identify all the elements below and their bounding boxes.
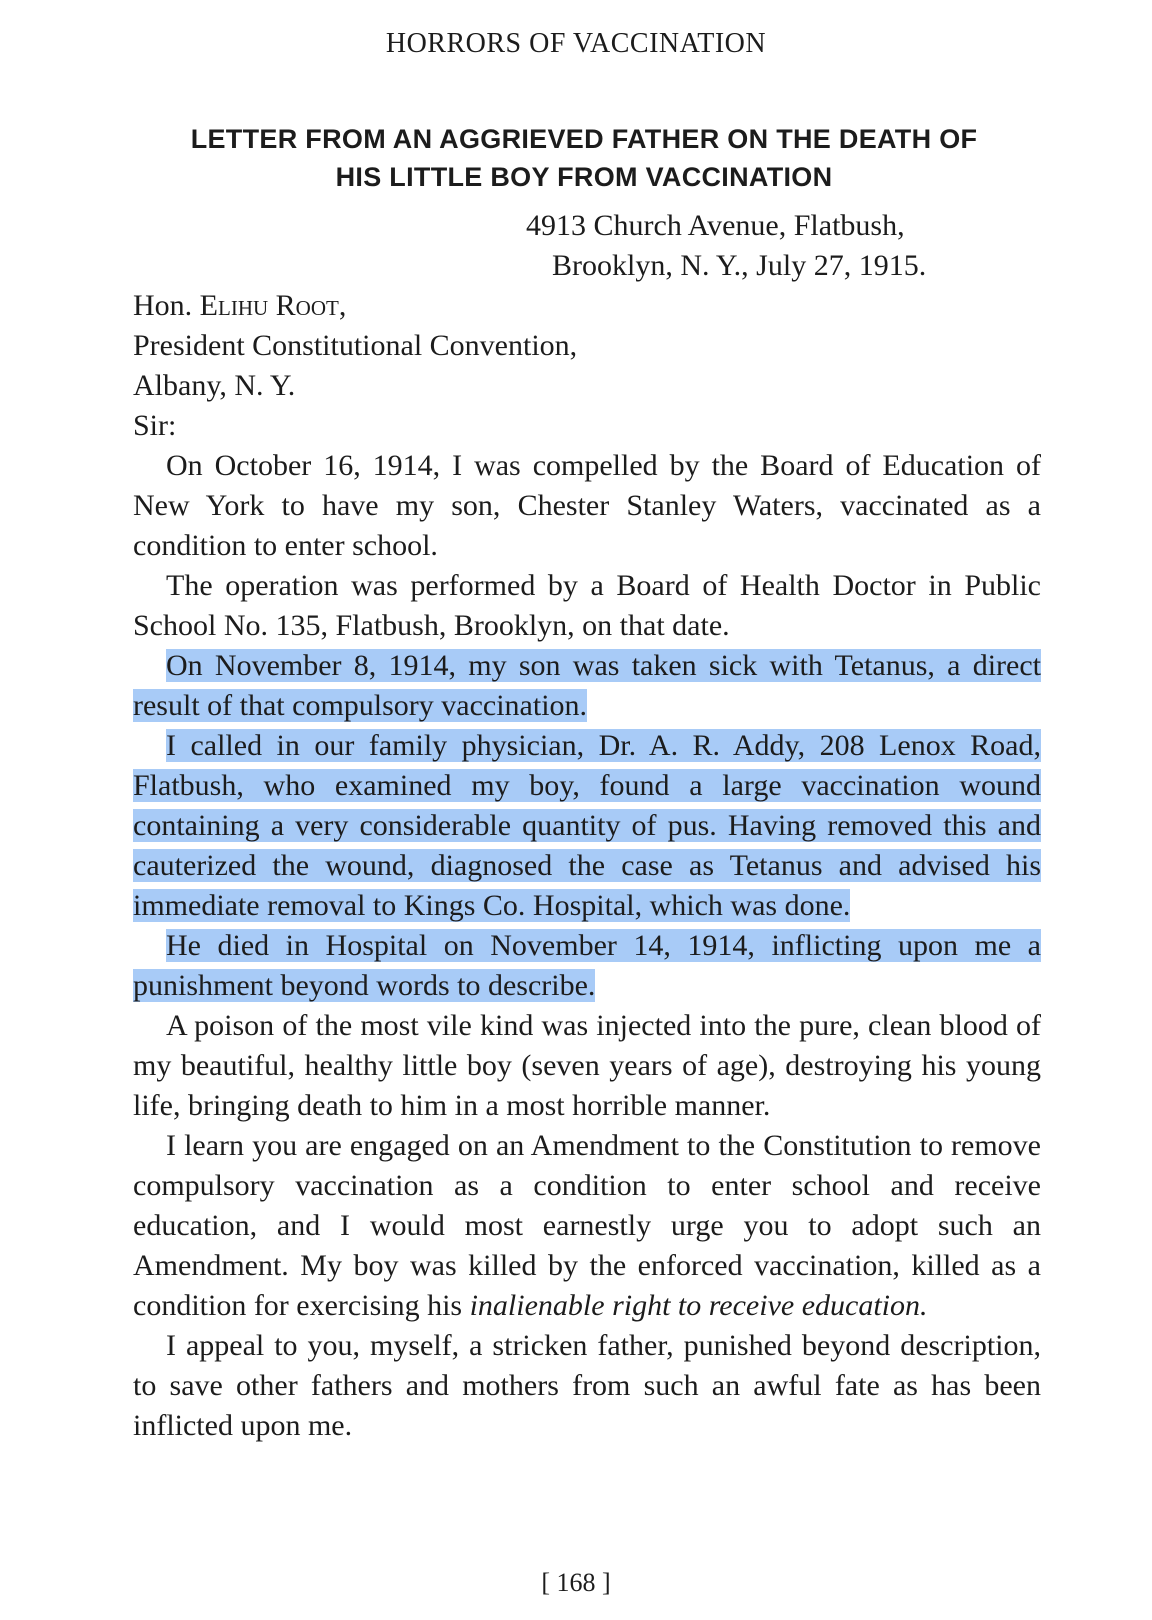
paragraph-8-text: I appeal to you, myself, a stricken father, punished beyond description, to save other fathers and mothers from such an awful fate as has been inflicted upon me. — [133, 1329, 1041, 1442]
running-head: HORRORS OF VACCINATION — [385, 28, 767, 59]
recipient-name: Elihu Root, — [199, 289, 347, 322]
highlighted-text: I called in our family physician, Dr. A. R. Addy, 208 Lenox Road, Flatbush, who examined my boy, found a large vaccination wound containing a very considerable quantity of pus. Having removed this and cauterized the wound, diagnosed the case as Tetanus and advised his immediate removal to Kings Co. Hospital, which was done. — [133, 729, 1041, 922]
recipient-place: Albany, N. Y. — [133, 369, 296, 402]
page-number: [ 168 ] — [541, 1568, 611, 1597]
recipient-name-line — [133, 286, 577, 326]
sender-address — [526, 206, 926, 286]
paragraph-4 — [133, 726, 1041, 926]
salutation-sir: Sir: — [133, 409, 177, 442]
paragraph-2-text: The operation was performed by a Board of Health Doctor in Public School No. 135, Flatbush, Brooklyn, on that date. — [133, 569, 1041, 642]
letter-title — [130, 120, 1038, 196]
paragraph-3 — [133, 646, 1041, 726]
paragraph-7-text: I learn you are engaged on an Amendment to the Constitution to remove compulsory vaccination as a condition to enter school and receive education, and I would most earnestly urge you to adopt such an Amendment. My boy was killed by the enforced vaccination, killed as a condition for exercising his — [133, 1129, 1041, 1322]
paragraph-7 — [133, 1126, 1041, 1326]
address-line-2: Brooklyn, N. Y., July 27, 1915. — [552, 249, 927, 282]
recipient-block — [133, 286, 577, 446]
paragraph-8 — [133, 1326, 1041, 1446]
paragraph-6-text: A poison of the most vile kind was injected into the pure, clean blood of my beautiful, healthy little boy (seven years of age), destroying his young life, bringing death to him in a most horrible manner. — [133, 1009, 1041, 1122]
italic-phrase: inalienable right to receive education. — [469, 1289, 928, 1322]
title-line-2: HIS LITTLE BOY FROM VACCINATION — [335, 162, 833, 192]
paragraph-6 — [133, 1006, 1041, 1126]
highlighted-text: On November 8, 1914, my son was taken sick with Tetanus, a direct result of that compulsory vaccination. — [133, 649, 1041, 722]
paragraph-5 — [133, 926, 1041, 1006]
letter-body — [133, 446, 1041, 1446]
recipient-office: President Constitutional Convention, — [133, 329, 578, 362]
highlighted-text: He died in Hospital on November 14, 1914, inflicting upon me a punishment beyond words to describe. — [133, 929, 1041, 1002]
paragraph-1-text: On October 16, 1914, I was compelled by the Board of Education of New York to have my son, Chester Stanley Waters, vaccinated as a condition to enter school. — [133, 449, 1041, 562]
title-line-1: LETTER FROM AN AGGRIEVED FATHER ON THE DEATH OF — [190, 124, 978, 154]
address-line-1: 4913 Church Avenue, Flatbush, — [526, 209, 905, 242]
paragraph-1 — [133, 446, 1041, 566]
paragraph-2 — [133, 566, 1041, 646]
recipient-honorific: Hon. — [133, 289, 200, 322]
